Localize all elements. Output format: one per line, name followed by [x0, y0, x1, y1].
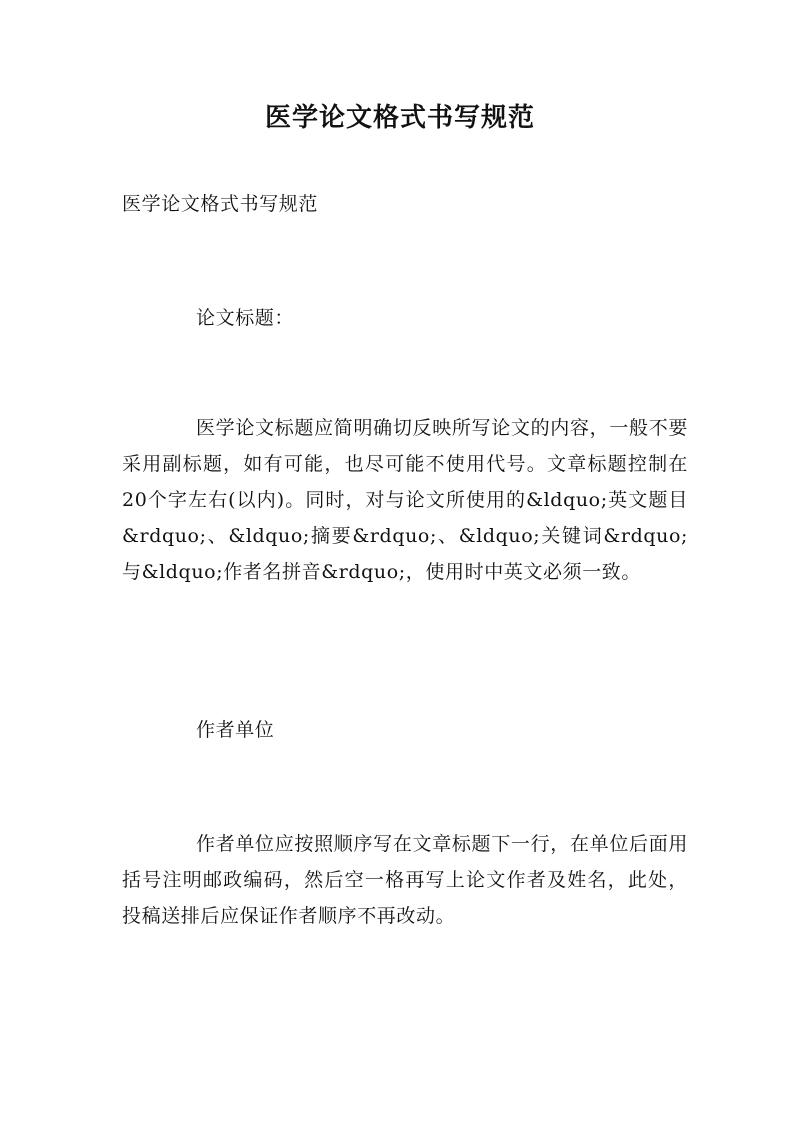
section-heading-affiliation: 作者单位 — [196, 719, 275, 741]
document-title: 医学论文格式书写规范 — [264, 103, 535, 133]
section-body-title: 医学论文标题应简明确切反映所写论文的内容，一般不要采用副标题，如有可能，也尽可能不使用代号。文章标题控制在20个字左右(以内)。同时，对与论文所使用的&ldquo;英文题目&rdquo;、&ldquo;摘要&rdquo;、&ldquo;关键词&rdquo;与&ldquo;作者名拼音&rdquo;，使用时中英文必须一致。 — [122, 417, 688, 583]
section-heading-title: 论文标题： — [196, 307, 295, 329]
document-subtitle: 医学论文格式书写规范 — [122, 193, 319, 215]
section-body-affiliation: 作者单位应按照顺序写在文章标题下一行，在单位后面用括号注明邮政编码，然后空一格再写上论文作者及姓名，此处，投稿送排后应保证作者顺序不再改动。 — [122, 833, 688, 927]
